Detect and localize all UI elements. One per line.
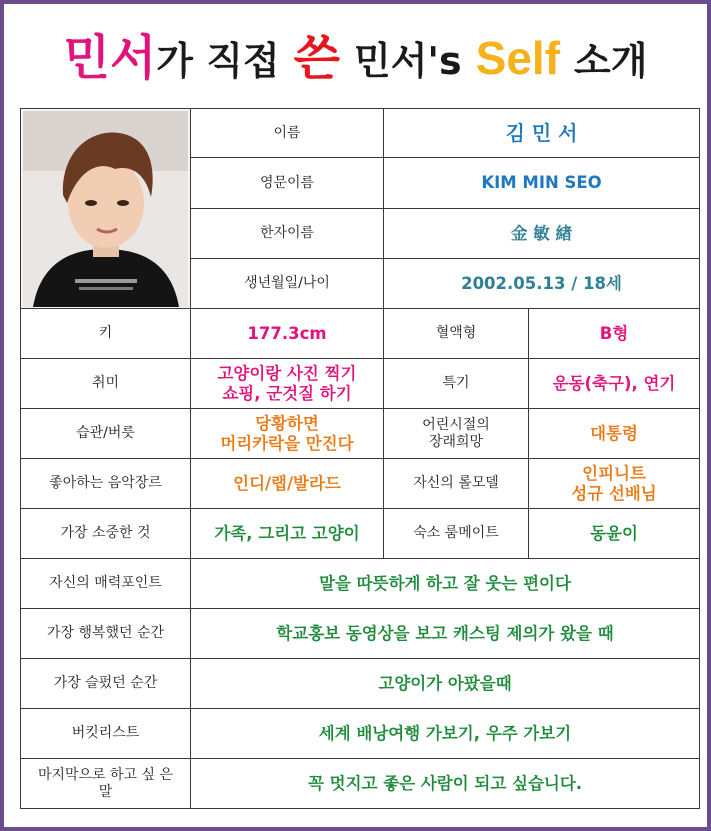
page-title: [0, 18, 711, 98]
name-label: 이름: [191, 109, 384, 158]
hobby-line-2: 쇼핑, 군것질 하기: [222, 383, 352, 403]
talent-value: 운동(축구), 연기: [529, 359, 700, 409]
last-words-label: 마지막으로 하고 싶 은 말: [21, 759, 191, 809]
eng-name-label: 영문이름: [191, 158, 384, 209]
charm-point-label: 자신의 매력포인트: [21, 559, 191, 609]
last-words-value: 꼭 멋지고 좋은 사람이 되고 싶습니다.: [191, 759, 700, 809]
birth-label: 생년월일/나이: [191, 259, 384, 309]
habit-line-1: 당황하면: [255, 413, 319, 433]
habit-label: 습관/버릇: [21, 409, 191, 459]
dream-label-line-2: 장래희망: [428, 433, 484, 450]
table-row: [21, 709, 700, 759]
habit-value: [191, 409, 384, 459]
title-written: 쓴: [293, 30, 340, 86]
bucket-list-value: 세계 배낭여행 가보기, 우주 가보기: [191, 709, 700, 759]
saddest-moment-value: 고양이가 아팠을때: [191, 659, 700, 709]
portrait-photo: [23, 111, 188, 307]
charm-point-value: 말을 따뜻하게 하고 잘 웃는 편이다: [191, 559, 700, 609]
happiest-moment-label: 가장 행복했던 순간: [21, 609, 191, 659]
happiest-moment-value: 학교홍보 동영상을 보고 캐스팅 제의가 왔을 때: [191, 609, 700, 659]
name-value: 김 민 서: [384, 109, 700, 158]
saddest-moment-label: 가장 슬펐던 순간: [21, 659, 191, 709]
music-value: 인디/랩/발라드: [191, 459, 384, 509]
talent-label: 특기: [384, 359, 529, 409]
dream-label: [384, 409, 529, 459]
table-row: [21, 759, 700, 809]
roommate-value: 동윤이: [529, 509, 700, 559]
roommate-label: 숙소 룸메이트: [384, 509, 529, 559]
precious-value: 가족, 그리고 고양이: [191, 509, 384, 559]
height-value: 177.3cm: [191, 309, 384, 359]
hanja-name-value: 金 敏 緖: [384, 209, 700, 259]
hobby-value: [191, 359, 384, 409]
rolemodel-value: [529, 459, 700, 509]
blood-type-value: B형: [529, 309, 700, 359]
dream-label-line-1: 어린시절의: [422, 416, 490, 433]
habit-line-2: 머리카락을 만진다: [220, 433, 354, 453]
title-name: 민서: [63, 30, 157, 86]
rolemodel-label: 자신의 롤모델: [384, 459, 529, 509]
dream-value: 대통령: [529, 409, 700, 459]
title-text-3: 소개: [574, 39, 648, 83]
hobby-line-1: 고양이랑 사진 찍기: [217, 363, 357, 383]
precious-label: 가장 소중한 것: [21, 509, 191, 559]
table-row: [21, 609, 700, 659]
eng-name-value: KIM MIN SEO: [384, 158, 700, 209]
rolemodel-line-2: 성규 선배님: [571, 483, 657, 503]
bucket-list-label: 버킷리스트: [21, 709, 191, 759]
music-label: 좋아하는 음악장르: [21, 459, 191, 509]
title-text-1: 가 직접: [156, 39, 280, 83]
title-text-2: 민서's: [354, 39, 462, 83]
height-label: 키: [21, 309, 191, 359]
table-row: [21, 559, 700, 609]
profile-table: [20, 108, 700, 809]
profile-photo: [21, 109, 191, 309]
table-row: [21, 659, 700, 709]
title-self: Self: [475, 32, 561, 84]
rolemodel-line-1: 인피니트: [582, 463, 646, 483]
birth-value: 2002.05.13 / 18세: [384, 259, 700, 309]
blood-type-label: 혈액형: [384, 309, 529, 359]
hobby-label: 취미: [21, 359, 191, 409]
hanja-name-label: 한자이름: [191, 209, 384, 259]
